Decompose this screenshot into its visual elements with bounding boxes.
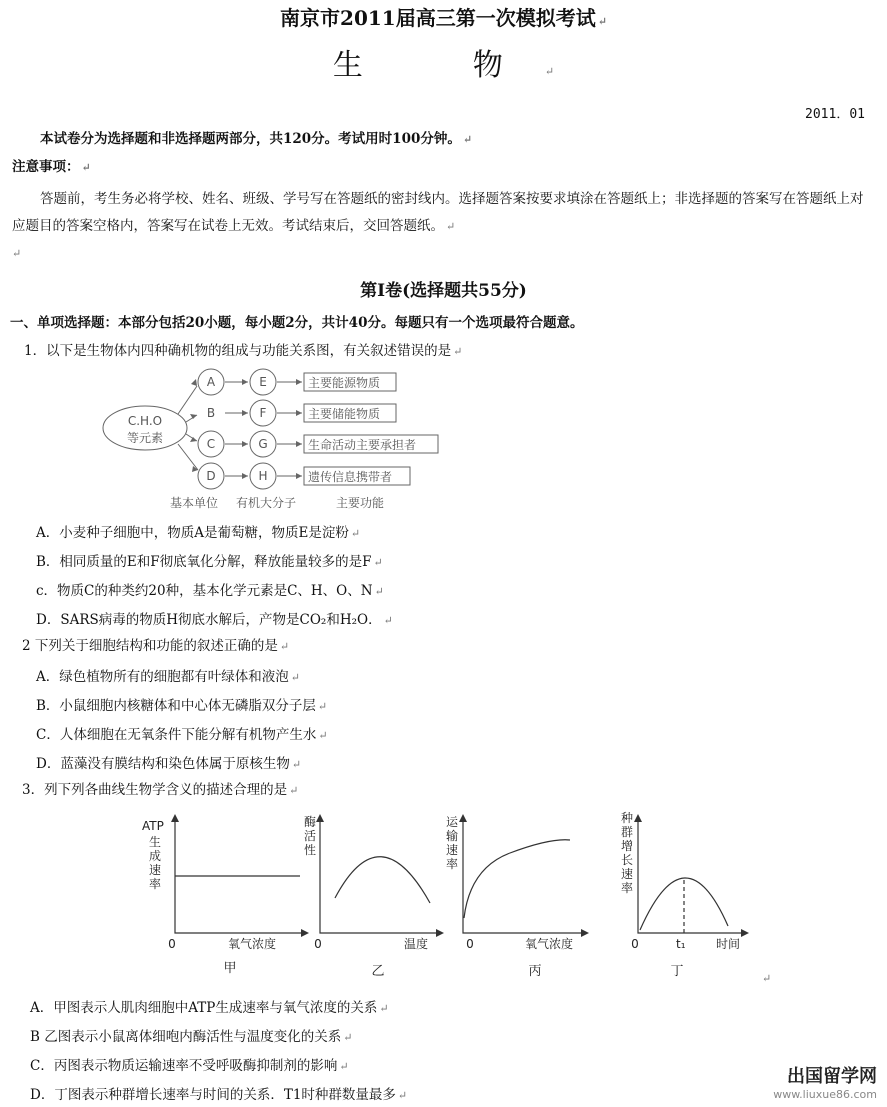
subject-title: 生 物 ↵ [332,48,555,83]
graph4-caption: 丁 [670,964,684,979]
q2-option-a-text: A．绿色植物所有的细胞都有叶绿体和液泡 [36,669,289,685]
biomolecule-diagram [100,366,460,516]
question-1-stem: 1．以下是生物体内四种确机物的组成与功能关系图，有关叙述错误的是 ↵ [24,343,463,359]
graph2-origin: 0 [314,937,322,951]
macro-f-label: F [259,406,267,420]
unit-c-label: C [206,437,216,451]
q3-option-a-text: A．甲图表示人肌肉细胞中ATP生成速率与氧气浓度的关系 [30,1000,378,1016]
graph2-caption: 乙 [371,964,385,979]
graph3-ylabel: 运输速率 [445,815,459,871]
q2-option-b: B．小鼠细胞内核糖体和中心体无磷脂双分子层 ↵ [36,698,328,714]
q3-option-a: A．甲图表示人肌肉细胞中ATP生成速率与氧气浓度的关系 ↵ [30,1000,389,1016]
section-title: 第Ⅰ卷(选择题共55分) [360,281,527,301]
function-3-label: 生命活动主要承担者 [308,438,417,452]
intro-text: 本试卷分为选择题和非选择题两部分，共120分。考试用时100分钟。 [40,131,461,147]
macro-h-label: H [258,469,268,483]
unit-b-label: B [206,406,216,420]
graph2-xlabel: 温度 [404,937,429,951]
function-4-label: 遗传信息携带者 [308,470,393,484]
graph4-origin: 0 [631,937,639,951]
arrow-source-d [178,444,198,470]
graph1-caption: 甲 [223,961,237,976]
intro-line: 本试卷分为选择题和非选择题两部分，共120分。考试用时100分钟。 ↵ [40,131,473,147]
q1-option-a: A．小麦种子细胞中，物质A是葡萄糖，物质E是淀粉 ↵ [36,525,361,541]
notice-body: 答题前，考生务必将学校、姓名、班级、学号写在答题纸的密封线内。选择题答案按要求填涂在答题纸上；非选择题的答案写在答题纸上对应题目的答案空格内，答案写在试卷上无效。考试结束后，交回答题纸。 ↵ [12,191,864,234]
question-2-stem: 2 下列关于细胞结构和功能的叙述正确的是 ↵ [22,638,290,654]
q1-option-c-text: c．物质C的种类约20种，基本化学元素是C、H、O、N [36,583,373,599]
caption-macro: 有机大分子 [236,496,297,510]
q2-option-d: D．蓝藻没有膜结构和染色体属于原核生物 ↵ [36,756,302,772]
q1-option-c: c．物质C的种类约20种，基本化学元素是C、H、O、N ↵ [36,583,384,599]
graph3-origin: 0 [466,937,474,951]
graph4-axes [638,818,745,933]
q2-option-c: C．人体细胞在无氧条件下能分解有机物产生水 ↵ [36,727,328,743]
q2-option-a: A．绿色植物所有的细胞都有叶绿体和液泡 ↵ [36,669,300,685]
unit-d-label: D [206,469,216,483]
question-1-stem-text: 1．以下是生物体内四种确机物的组成与功能关系图，有关叙述错误的是 [24,343,452,359]
graph2-curve [335,857,430,903]
q1-option-d-text: D．SARS病毒的物质H彻底水解后，产物是CO₂和H₂O． [36,612,382,628]
q3-option-b-text: B 乙图表示小鼠离体细咆内酶活性与温度变化的关系 [30,1029,342,1045]
q3-option-d: D．丁图表示种群增长速率与时间的关系．T1时种群数量最多 ↵ [30,1087,408,1103]
question-2-stem-text: 2 下列关于细胞结构和功能的叙述正确的是 [22,638,278,654]
graph1-xlabel: 氧气浓度 [228,937,277,951]
q3-option-d-text: D．丁图表示种群增长速率与时间的关系．T1时种群数量最多 [30,1087,396,1103]
caption-unit: 基本单位 [170,496,219,510]
graph4-ylabel: 种群增长速率 [620,811,634,895]
graph2-ylabel: 酶活性 [303,815,317,857]
macro-e-label: E [259,375,267,389]
graph1-ylabel: 生成速率 [148,835,162,891]
graph1-ylabel-top: ATP [142,819,164,833]
part-one-text: 一、单项选择题：本部分包括20小题，每小题2分，共计40分。每题只有一个选项最符合题意。 [10,315,584,331]
function-2-label: 主要储能物质 [308,407,381,421]
macro-g-label: G [258,437,268,451]
q2-option-d-text: D．蓝藻没有膜结构和染色体属于原核生物 [36,756,290,772]
graph3-curve [464,840,570,918]
watermark-line-1: 出国留学网 [787,1066,877,1087]
graph1-origin: 0 [168,937,176,951]
empty-paragraph-mark: ↵ [12,247,22,260]
watermark-line-2: www.liuxue86.com [773,1088,877,1101]
q1-option-a-text: A．小麦种子细胞中，物质A是葡萄糖，物质E是淀粉 [36,525,349,541]
arrow-source-a [178,386,197,414]
unit-a-label: A [206,375,216,389]
site-watermark [773,1062,877,1101]
notice-label: 注意事项： ↵ [12,159,91,175]
source-label-2: 等元素 [126,431,164,445]
q3-option-b: B 乙图表示小鼠离体细咆内酶活性与温度变化的关系 ↵ [30,1029,353,1045]
graph3-caption: 丙 [528,964,542,979]
notice-label-text: 注意事项： [12,159,80,175]
q1-option-b: B．相同质量的E和F彻底氧化分解，释放能量较多的是F ↵ [36,554,383,570]
figure-paragraph-mark: ↵ [762,972,772,985]
exam-title: 南京市2011届高三第一次模拟考试 ↵ [280,6,607,30]
q1-option-b-text: B．相同质量的E和F彻底氧化分解，释放能量较多的是F [36,554,372,570]
graph4-tick: t₁ [676,937,686,951]
graph4-xlabel: 时间 [716,937,741,951]
graph2-axes [320,818,440,933]
q2-option-b-text: B．小鼠细胞内核糖体和中心体无磷脂双分子层 [36,698,316,714]
exam-date: 2011．01 [805,107,865,122]
exam-title-text: 南京市2011届高三第一次模拟考试 [280,6,596,30]
graph3-axes [463,818,585,933]
question-3-stem: 3．列下列各曲线生物学含义的描述合理的是 ↵ [22,782,299,798]
q3-option-c-text: C．丙图表示物质运输速率不受呼吸酶抑制剂的影响 [30,1058,338,1074]
q2-option-c-text: C．人体细胞在无氧条件下能分解有机物产生水 [36,727,317,743]
question-3-stem-text: 3．列下列各曲线生物学含义的描述合理的是 [22,782,288,798]
subject-title-text: 生 物 [332,48,543,83]
notice-body-text: 答题前，考生务必将学校、姓名、班级、学号写在答题纸的密封线内。选择题答案按要求填涂在答题纸上；非选择题的答案写在答题纸上对应题目的答案空格内，答案写在试卷上无效。考试结束后，交回答题纸。 [12,191,864,234]
source-label: C.H.O [127,414,163,428]
curves-figure [130,808,780,988]
q1-option-d: D．SARS病毒的物质H彻底水解后，产物是CO₂和H₂O． ↵ [36,612,393,628]
caption-function: 主要功能 [336,496,385,510]
part-one-heading [10,313,583,333]
q3-option-c: C．丙图表示物质运输速率不受呼吸酶抑制剂的影响 ↵ [30,1058,349,1074]
graph3-xlabel: 氧气浓度 [525,937,574,951]
function-1-label: 主要能源物质 [308,376,381,390]
